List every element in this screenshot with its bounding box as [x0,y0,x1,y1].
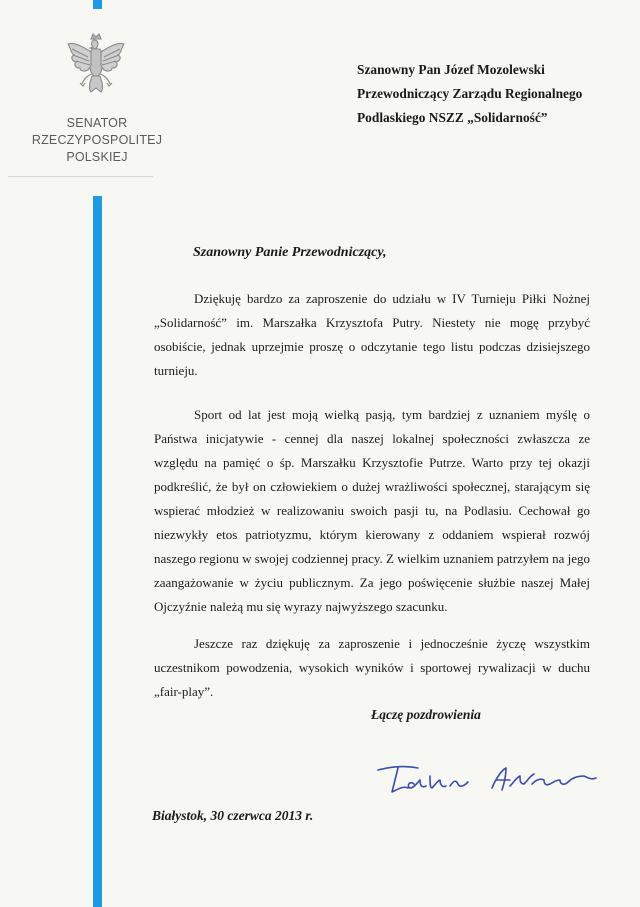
salutation: Szanowny Panie Przewodniczący, [193,245,387,260]
accent-stripe-top [93,0,102,9]
handwritten-signature [374,758,599,800]
addressee-line1: Szanowny Pan Józef Mozolewski [357,62,545,77]
sender-line2: RZECZYPOSPOLITEJ POLSKIEJ [31,133,163,164]
body-paragraph-2: Sport od lat jest moją wielką pasją, tym bardziej z uznaniem myślę o Państwa inicjatywie - cennej dla naszej lokalnej społeczności zwłaszcza ze względu na pamięć o śp. Marszałku Krzysztofie Putrze. Warto przy tej okazji podkreślić, że był on człowiekiem o dużej wrażliwości społecznej, starającym się wspierać młodzież w realizowaniu swoich pasji tu, na Podlasiu. Cechował go niezwykły etos patriotyzmu, którym kierowany z oddaniem wspierał rozwój naszego regionu w swojej codziennej pracy. Z wielkim uznaniem patrzyłem na jego zaangażowanie w życiu publicznym. Za jego poświęcenie służbie naszej Małej Ojczyźnie należą mu się wyrazy najwyższego szacunku. [154,407,590,614]
polish-eagle-icon [64,30,128,100]
addressee-line3: Podlaskiego NSZZ „Solidarność” [357,110,548,125]
addressee-block [357,58,582,130]
body-paragraph-1: Dziękuję bardzo za zaproszenie do udziału w IV Turnieju Piłki Nożnej „Solidarność” im. Marszałka Krzysztofa Putry. Niestety nie mogę przybyć osobiście, jednak uprzejmie proszę o odczytanie tego listu podczas dzisiejszego turnieju. [154,291,590,378]
header-divider [8,176,153,177]
sender-line1: SENATOR [66,116,128,130]
place-and-date: Białystok, 30 czerwca 2013 r. [152,808,314,823]
body-paragraph-3: Jeszcze raz dziękuję za zaproszenie i jednocześnie życzę wszystkim uczestnikom powodzenia, wysokich wyników i sportowej rywalizacji w duchu „fair-play”. [154,636,590,699]
closing-phrase: Łączę pozdrowienia [371,707,481,722]
sender-title [0,115,194,166]
accent-stripe [93,196,102,907]
addressee-line2: Przewodniczący Zarządu Regionalnego [357,86,583,101]
